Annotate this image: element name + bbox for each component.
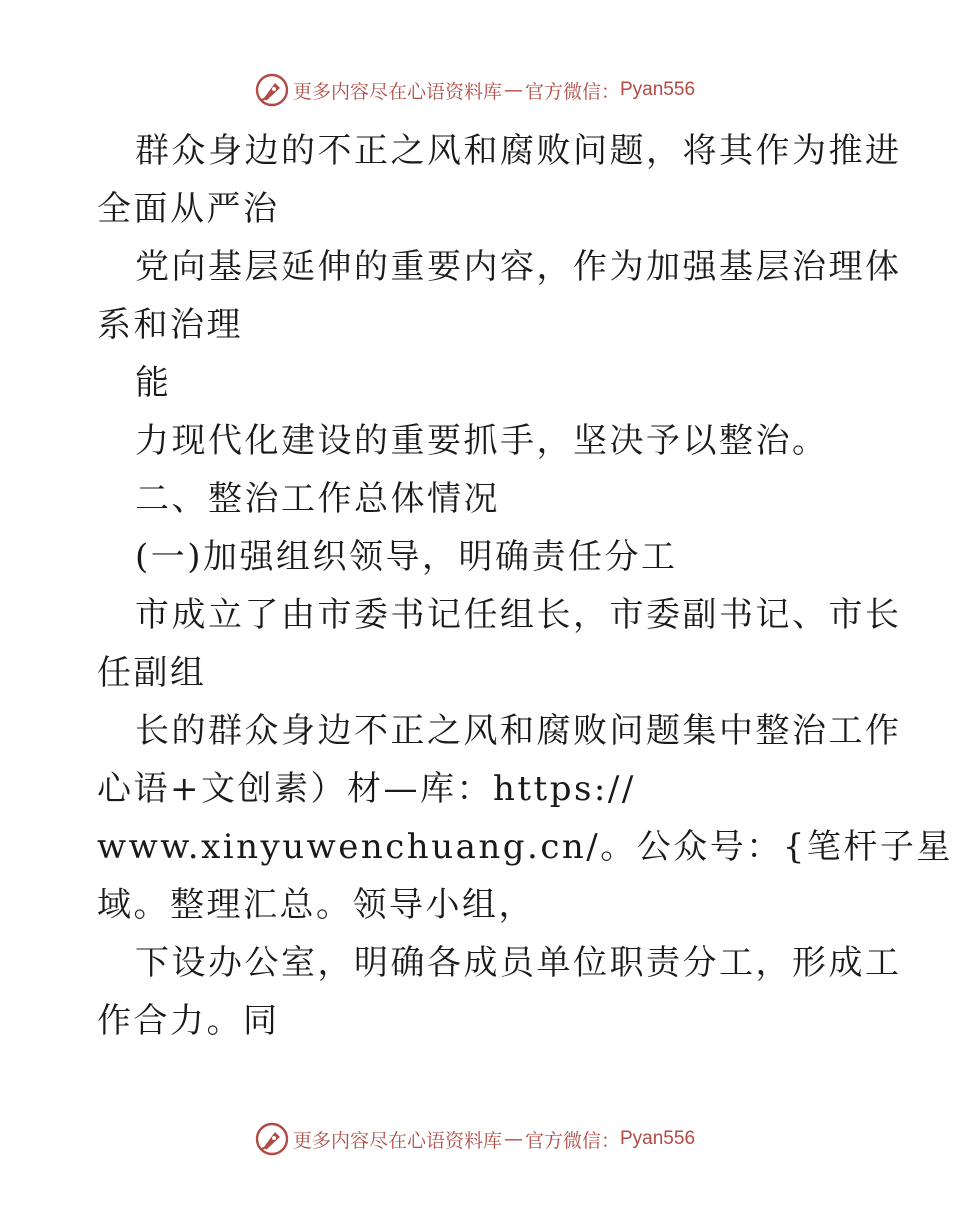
banner-separator: — [503, 79, 523, 101]
document-body [97, 122, 953, 1050]
banner-text: 更多内容尽在心语资料库 [292, 1129, 502, 1152]
text-line: 长的群众身边不正之风和腐败问题集中整治工作 [135, 711, 902, 751]
text-line: 任副组 [97, 653, 207, 693]
banner-text: 更多内容尽在心语资料库 [292, 80, 502, 103]
pen-nib-logo-icon [255, 1122, 289, 1156]
text-line: www.xinyuwenchuang.cn/。公众号：{笔杆子星 [97, 827, 953, 867]
text-line: 能 [135, 363, 172, 403]
footer-banner [0, 1119, 950, 1159]
text-line: 力现代化建设的重要抓手，坚决予以整治。 [135, 421, 829, 461]
banner-wechat-label: 官方微信： [524, 1129, 620, 1152]
banner-separator: — [503, 1128, 523, 1150]
header-banner [0, 70, 950, 110]
text-line: 党向基层延伸的重要内容，作为加强基层治理体 [135, 247, 902, 287]
text-line: 域。整理汇总。领导小组， [97, 885, 535, 925]
text-line: 市成立了由市委书记任组长，市委副书记、市长 [135, 595, 902, 635]
banner-wechat-label: 官方微信： [524, 80, 620, 103]
text-line: 全面从严治 [97, 189, 280, 229]
text-line: 心语+文创素）材—库：https:// [97, 769, 636, 809]
text-line: 系和治理 [97, 305, 243, 345]
text-line: 下设办公室，明确各成员单位职责分工，形成工 [135, 943, 902, 983]
text-line: 二、整治工作总体情况 [135, 479, 500, 519]
banner-wechat-id: Pyan556 [620, 1128, 696, 1149]
text-line: 群众身边的不正之风和腐败问题，将其作为推进 [135, 131, 902, 171]
text-line: 作合力。同 [97, 1001, 280, 1041]
banner-wechat-id: Pyan556 [620, 79, 696, 100]
pen-nib-logo-icon [255, 73, 289, 107]
text-line: (一)加强组织领导，明确责任分工 [135, 537, 678, 577]
